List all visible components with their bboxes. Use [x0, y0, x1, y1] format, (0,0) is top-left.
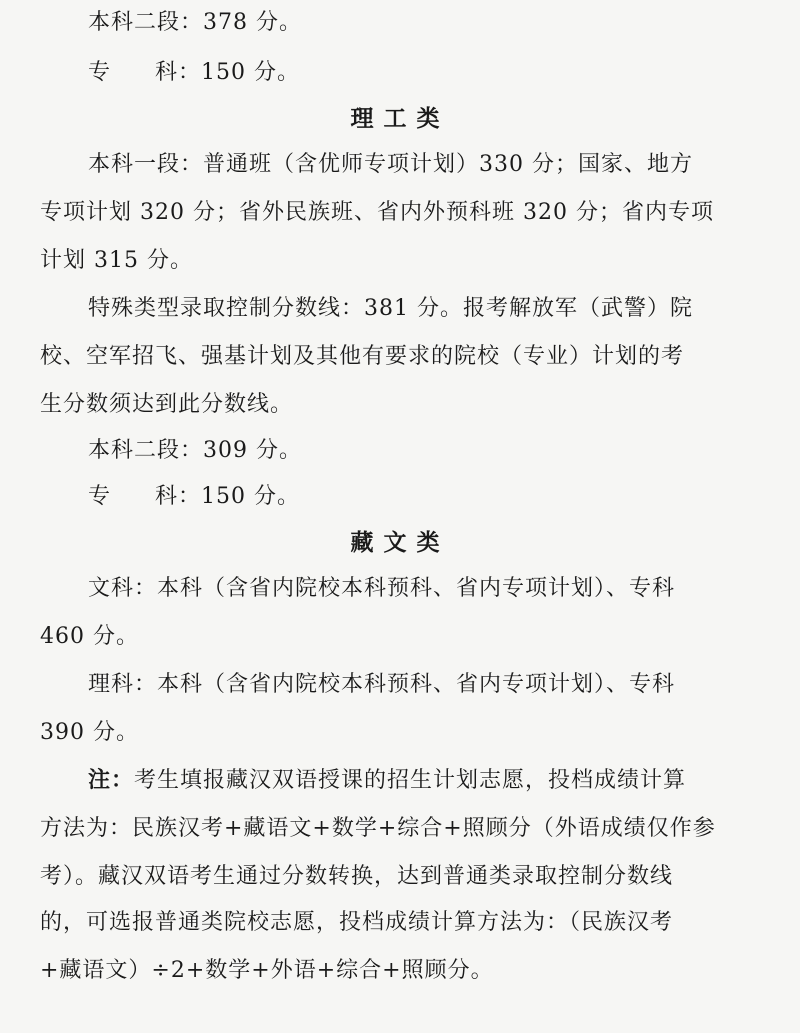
zangwen-wenke-line1: 文科：本科（含省内院校本科预科、省内专项计划）、专科: [88, 576, 676, 601]
ligong-heading: 理工类: [350, 106, 450, 132]
note-line1: [88, 766, 686, 796]
top-benke-erduan-line: 本科二段：378 分。: [88, 10, 302, 35]
note-line1-text: 考生填报藏汉双语授课的招生计划志愿，投档成绩计算: [134, 768, 687, 793]
note-line5: +藏语文）÷2+数学+外语+综合+照顾分。: [40, 958, 494, 983]
note-line2: 方法为：民族汉考+藏语文+数学+综合+照顾分（外语成绩仅作参: [40, 816, 716, 841]
top-zhuanke-line: [88, 58, 300, 88]
zangwen-like-line1: 理科：本科（含省内院校本科预科、省内专项计划）、专科: [88, 672, 676, 697]
ligong-zhuanke-label-b: 科：150 分。: [155, 484, 301, 509]
zangwen-like-line2: 390 分。: [40, 720, 139, 745]
ligong-zhuanke-label-a: 专: [88, 484, 112, 509]
note-line4: 的，可选报普通类院校志愿，投档成绩计算方法为：（民族汉考: [40, 910, 674, 935]
top-zhuanke-label-b: 科：150 分。: [155, 60, 301, 85]
note-line3: 考）。藏汉双语考生通过分数转换，达到普通类录取控制分数线: [40, 864, 674, 889]
note-label: 注：: [88, 768, 135, 793]
zangwen-wenke-line2: 460 分。: [40, 624, 139, 649]
top-zhuanke-label-a: 专: [88, 60, 112, 85]
ligong-p2-line1: 特殊类型录取控制分数线：381 分。报考解放军（武警）院: [88, 296, 693, 321]
ligong-zhuanke-line: [88, 482, 300, 512]
ligong-benke-erduan-line: 本科二段：309 分。: [88, 438, 302, 463]
ligong-p1-line3: 计划 315 分。: [40, 248, 193, 273]
zangwen-heading: 藏文类: [350, 530, 450, 556]
ligong-p2-line3: 生分数须达到此分数线。: [40, 392, 294, 417]
ligong-p1-line1: 本科一段：普通班（含优师专项计划）330 分；国家、地方: [88, 152, 693, 177]
ligong-p2-line2: 校、空军招飞、强基计划及其他有要求的院校（专业）计划的考: [40, 344, 685, 369]
ligong-p1-line2: 专项计划 320 分；省外民族班、省内外预科班 320 分；省内专项: [40, 200, 714, 225]
